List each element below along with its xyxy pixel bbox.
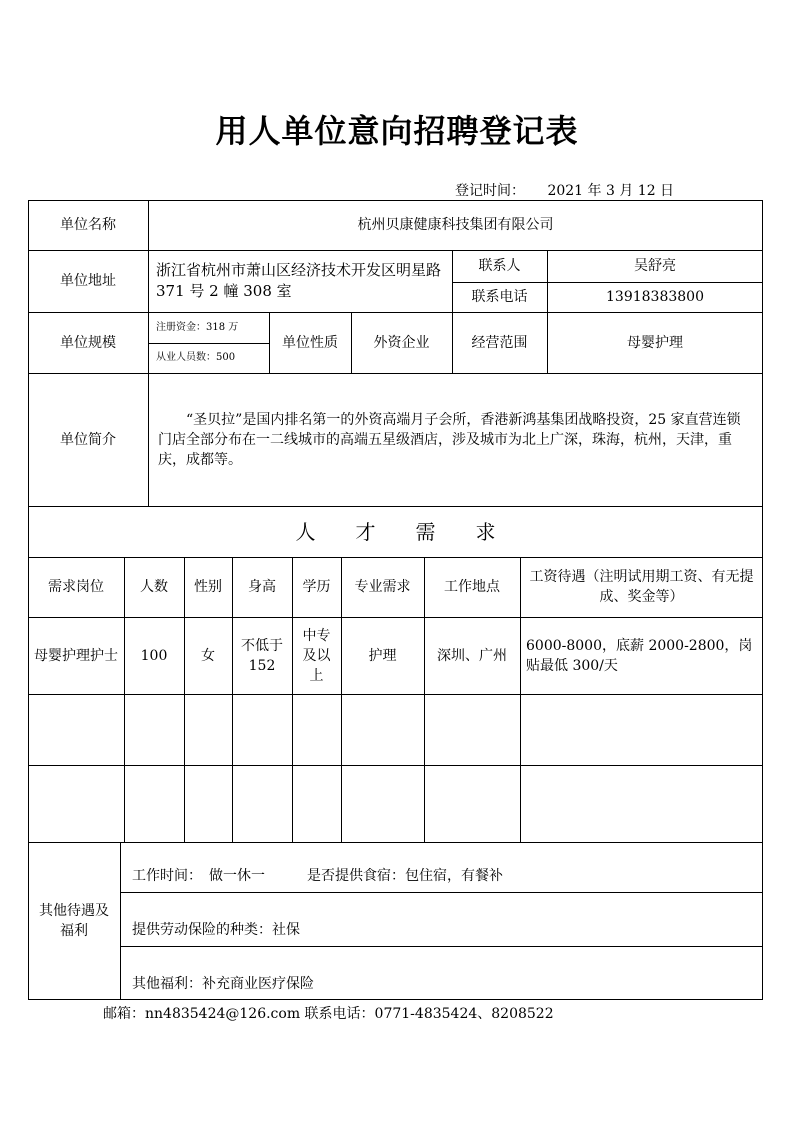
row1-salary: 6000-8000，底薪 2000-2800，岗贴最低 300/天 — [526, 637, 753, 674]
registration-label: 登记时间： — [455, 183, 525, 199]
row1-height: 不低于152 — [241, 637, 283, 674]
company-intro-label: 单位简介 — [60, 431, 116, 448]
header-position: 需求岗位 — [48, 579, 104, 595]
row1-major: 护理 — [368, 647, 397, 664]
business-scope-label: 经营范围 — [471, 334, 528, 351]
company-nature: 外资企业 — [373, 334, 430, 351]
row1-gender: 女 — [201, 647, 215, 664]
employee-count: 从业人员数：500 — [156, 352, 236, 363]
row1-position: 母婴护理护士 — [34, 647, 118, 664]
work-time: 工作时间： 做一休一 是否提供食宿：包住宿，有餐补 — [132, 868, 503, 884]
header-gender: 性别 — [194, 579, 222, 595]
insurance-types: 提供劳动保险的种类：社保 — [132, 922, 300, 938]
registered-capital: 注册资金：318 万 — [156, 321, 239, 333]
header-education: 学历 — [302, 579, 331, 595]
header-height: 身高 — [248, 579, 276, 595]
header-major: 专业需求 — [354, 579, 411, 595]
company-address-label: 单位地址 — [60, 273, 116, 289]
phone-value: 13918383800 — [606, 289, 704, 305]
contact-name: 吴舒亮 — [634, 258, 676, 274]
company-nature-label: 单位性质 — [282, 334, 338, 351]
company-scale-label: 单位规模 — [60, 334, 116, 351]
talent-heading: 人 才 需 求 — [295, 519, 496, 544]
phone-label: 联系电话 — [471, 289, 528, 305]
contact-label: 联系人 — [478, 258, 521, 274]
registration-value: 2021 年 3 月 12 日 — [547, 183, 675, 199]
company-name-label: 单位名称 — [60, 217, 116, 233]
row1-count: 100 — [140, 647, 168, 664]
registration-date — [455, 180, 674, 200]
other-benefits: 其他福利：补充商业医疗保险 — [132, 976, 314, 992]
company-name: 杭州贝康健康科技集团有限公司 — [357, 217, 554, 233]
header-location: 工作地点 — [444, 579, 500, 595]
business-scope: 母婴护理 — [627, 334, 683, 351]
page-title: 用人单位意向招聘登记表 — [215, 112, 579, 150]
company-address: 浙江省杭州市萧山区经济技术开发区明星路 371 号 2 幢 308 室 — [156, 261, 442, 300]
row1-education: 中专及以上 — [302, 627, 331, 684]
header-count: 人数 — [140, 579, 168, 595]
footer-contact: 邮箱：nn4835424@126.com 联系电话：0771-4835424、8208522 — [103, 1006, 554, 1022]
company-intro: “圣贝拉”是国内排名第一的外资高端月子会所，香港新鸿基集团战略投资，25 家直营连锁门店全部分布在一二线城市的高端五星级酒店，涉及城市为北上广深，珠海，杭州，天津，重庆，成都等。 — [158, 411, 741, 468]
header-salary: 工资待遇（注明试用期工资、有无提成、奖金等） — [529, 569, 754, 605]
row1-location: 深圳、广州 — [437, 647, 507, 664]
benefits-label: 其他待遇及福利 — [39, 903, 109, 939]
